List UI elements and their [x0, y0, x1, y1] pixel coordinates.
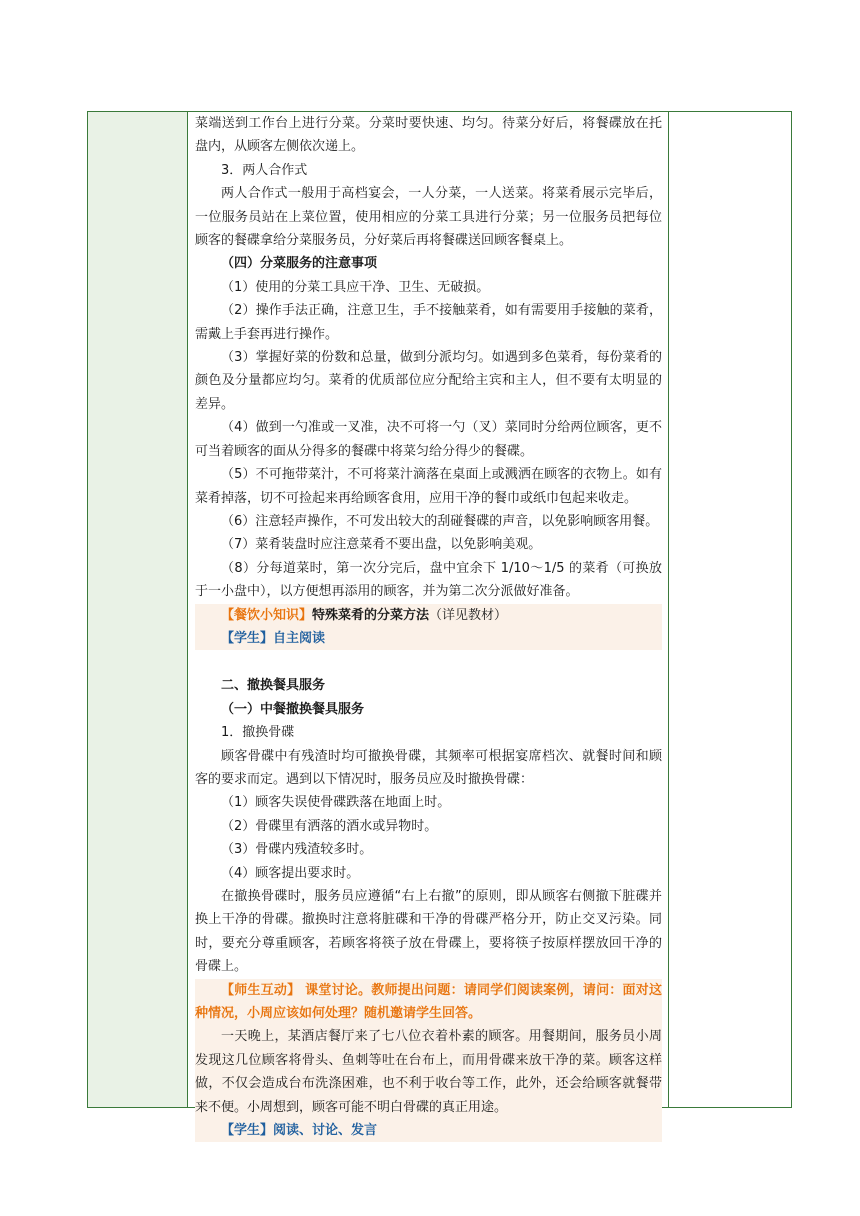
- student-tag: 【学生】: [221, 630, 274, 646]
- section-heading: 二、撤换餐具服务: [221, 678, 326, 694]
- student-line: [195, 1119, 662, 1142]
- interaction-line: [195, 979, 662, 1026]
- knowledge-tag: 【餐饮小知识】: [221, 607, 313, 623]
- interaction-tag: 【师生互动】: [221, 982, 301, 998]
- paragraph: 3．两人合作式: [221, 162, 308, 178]
- subsection-heading: （一）中餐撤换餐具服务: [221, 701, 365, 717]
- list-item: （2）骨碟里有洒落的酒水或异物时。: [221, 818, 438, 834]
- list-item: （5）不可拖带菜汁，不可将菜汁滴落在桌面上或溅洒在顾客的衣物上。如有菜肴掉落，切不可捡起来再给顾客食用，应用干净的餐巾或纸巾包起来收走。: [195, 467, 662, 506]
- item-heading: 1．撤换骨碟: [221, 725, 295, 741]
- subsection-heading: （四）分菜服务的注意事项: [221, 256, 378, 272]
- interaction-box: [195, 979, 662, 1143]
- lesson-content: [195, 112, 662, 1142]
- spacer: [195, 650, 662, 674]
- student-action: 自主阅读: [273, 630, 326, 646]
- table-left-column: [88, 112, 188, 1107]
- list-item: （4）顾客提出要求时。: [221, 865, 360, 881]
- list-item: （2）操作手法正确，注意卫生，手不接触菜肴，如有需要用手接触的菜肴，需戴上手套再进行操作。: [195, 303, 662, 342]
- list-item: （4）做到一勺准或一叉准，决不可将一勺（叉）菜同时分给两位顾客，更不可当着顾客的面从分得多的餐碟中将菜匀给分得少的餐碟。: [195, 420, 662, 459]
- list-item: （3）掌握好菜的份数和总量，做到分派均匀。如遇到多色菜肴，每份菜肴的颜色及分量都应均匀。菜肴的优质部位应分配给主宾和主人，但不要有太明显的差异。: [195, 350, 662, 412]
- list-item: （1）使用的分菜工具应干净、卫生、无破损。: [221, 279, 490, 295]
- student-action: 阅读、讨论、发言: [273, 1123, 378, 1139]
- knowledge-title: 特殊菜肴的分菜方法: [312, 607, 430, 623]
- paragraph: 菜端送到工作台上进行分菜。分菜时要快速、均匀。待菜分好后，将餐碟放在托盘内，从顾客左侧依次递上。: [195, 116, 662, 155]
- paragraph: 两人合作式一般用于高档宴会，一人分菜，一人送菜。将菜肴展示完毕后，一位服务员站在上菜位置，使用相应的分菜工具进行分菜；另一位服务员把每位顾客的餐碟拿给分菜服务员，分好菜后再将餐碟送回顾客餐桌上。: [195, 186, 662, 249]
- list-item: （6）注意轻声操作，不可发出较大的刮碰餐碟的声音，以免影响顾客用餐。: [221, 513, 659, 529]
- list-item: （1）顾客失误使骨碟跌落在地面上时。: [221, 795, 451, 811]
- knowledge-line: [195, 604, 662, 627]
- list-item: （7）菜肴装盘时应注意菜肴不要出盘，以免影响美观。: [221, 537, 542, 553]
- list-item: （8）分每道菜时，第一次分完后，盘中宜余下 1/10～1/5 的菜肴（可换放于一小盘中），以方便想再添用的顾客，并为第二次分派做好准备。: [195, 560, 662, 600]
- knowledge-note: （详见教材）: [429, 607, 508, 623]
- case-paragraph: 一天晚上，某酒店餐厅来了七八位衣着朴素的顾客。用餐期间，服务员小周发现这几位顾客将骨头、鱼刺等吐在台布上，而用骨碟来放干净的菜。顾客这样做，不仅会造成台布洗涤困难，也不利于收台等工作，此外，还会给顾客就餐带来不便。小周想到，顾客可能不明白骨碟的真正用途。: [195, 1029, 662, 1115]
- knowledge-box: [195, 604, 662, 651]
- student-line: [195, 627, 662, 650]
- interaction-text: 课堂讨论。教师提出问题：请同学们阅读案例，请问：面对这种情况，小周应该如何处理？随机邀请学生回答。: [195, 982, 662, 1022]
- student-tag: 【学生】: [221, 1123, 274, 1139]
- paragraph: 在撤换骨碟时，服务员应遵循“右上右撤”的原则，即从顾客右侧撤下脏碟并换上干净的骨碟。撤换时注意将脏碟和干净的骨碟严格分开，防止交叉污染。同时，要充分尊重顾客，若顾客将筷子放在骨碟上，要将筷子按原样摆放回干净的骨碟上。: [195, 889, 662, 975]
- paragraph: 顾客骨碟中有残渣时均可撤换骨碟，其频率可根据宴席档次、就餐时间和顾客的要求而定。遇到以下情况时，服务员应及时撤换骨碟：: [195, 748, 662, 787]
- table-right-column: [668, 112, 791, 1107]
- list-item: （3）骨碟内残渣较多时。: [221, 842, 373, 858]
